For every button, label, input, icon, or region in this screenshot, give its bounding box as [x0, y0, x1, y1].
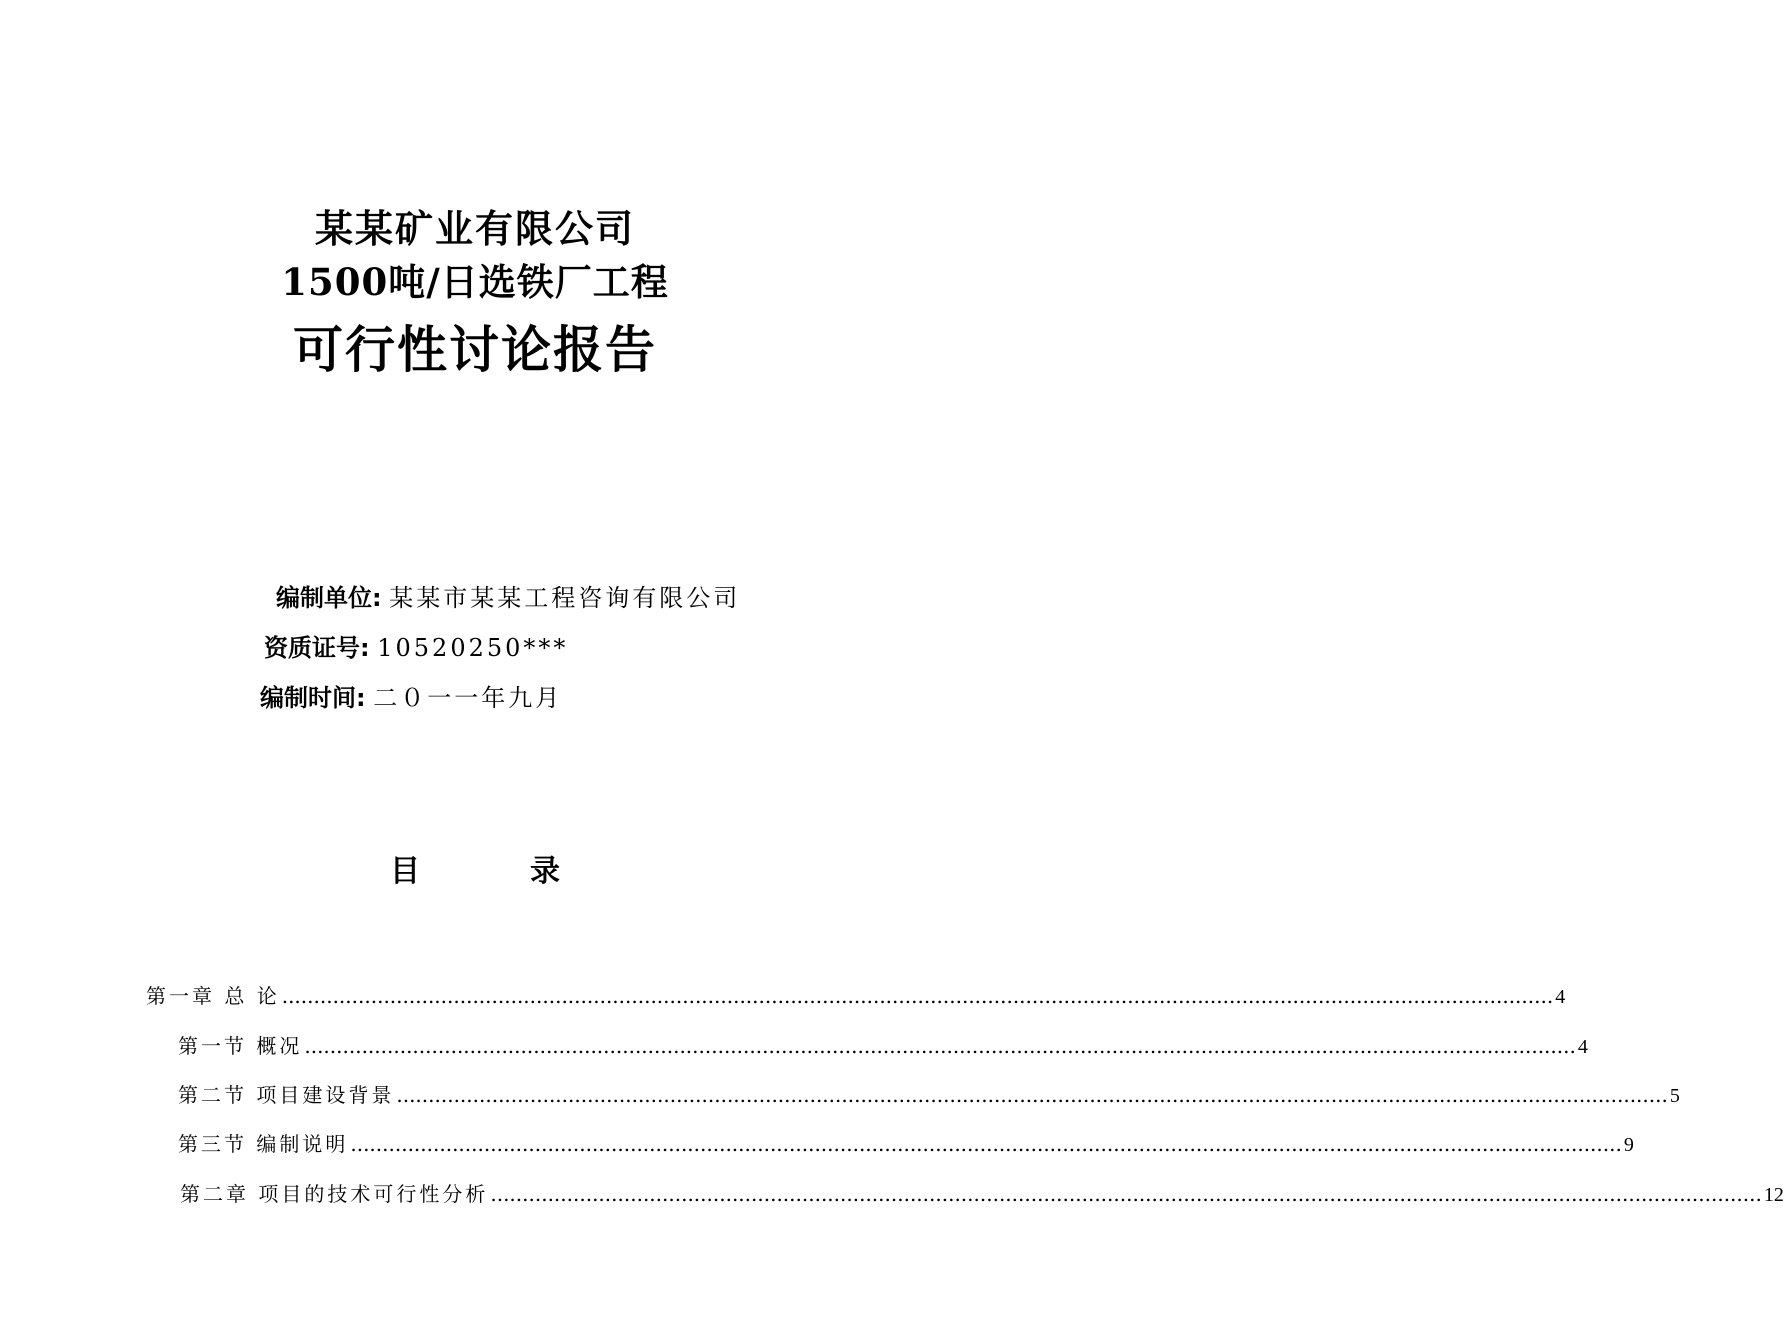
- toc-entry-label: 第一节 概况: [178, 1034, 303, 1058]
- unit-label: 编制单位:: [276, 584, 382, 612]
- toc-entry-label: 第二节 项目建设背景: [178, 1083, 395, 1107]
- toc-leader: ........................................................................................................................................................................................................: [396, 1083, 1668, 1107]
- toc-leader: ........................................................................................................................................................................................................: [350, 1132, 1622, 1156]
- report-title: 可行性讨论报告: [293, 320, 657, 379]
- cert-value: 10520250***: [377, 634, 569, 662]
- toc-entry-page: 9: [1623, 1134, 1634, 1156]
- toc-entry-label: 第三节 编制说明: [178, 1132, 349, 1156]
- project-name: 1500吨/日选铁厂工程: [281, 260, 669, 304]
- info-row-unit: [276, 582, 740, 614]
- company-name: 某某矿业有限公司: [314, 206, 635, 251]
- toc-entry-page: 12: [1763, 1184, 1784, 1206]
- date-value: 二０一一年九月: [373, 684, 563, 712]
- toc-entry-page: 4: [1577, 1036, 1588, 1058]
- toc-entry[interactable]: [178, 1033, 1588, 1060]
- toc-entry-page: 5: [1669, 1085, 1680, 1107]
- toc-entry-page: 4: [1555, 986, 1566, 1008]
- toc-entry[interactable]: [146, 983, 1566, 1010]
- toc-entry-label: 第一章 总 论: [146, 984, 280, 1008]
- info-row-cert: [264, 632, 568, 664]
- cert-label: 资质证号:: [264, 634, 370, 662]
- date-label: 编制时间:: [260, 684, 366, 712]
- info-row-date: [260, 682, 562, 714]
- toc-leader: ........................................................................................................................................................................................................: [490, 1182, 1762, 1206]
- toc-entry[interactable]: [178, 1082, 1680, 1109]
- toc-title: [0, 846, 950, 890]
- toc-leader: ........................................................................................................................................................................................................: [281, 984, 1554, 1008]
- toc-entry-label: 第二章 项目的技术可行性分析: [180, 1182, 489, 1206]
- toc-title-left: 目: [390, 854, 420, 889]
- toc-entry[interactable]: [180, 1181, 1784, 1208]
- toc-entry[interactable]: [178, 1131, 1634, 1158]
- unit-value: 某某市某某工程咨询有限公司: [389, 584, 741, 612]
- toc-leader: ........................................................................................................................................................................................................: [304, 1034, 1576, 1058]
- toc-title-right: 录: [530, 854, 560, 889]
